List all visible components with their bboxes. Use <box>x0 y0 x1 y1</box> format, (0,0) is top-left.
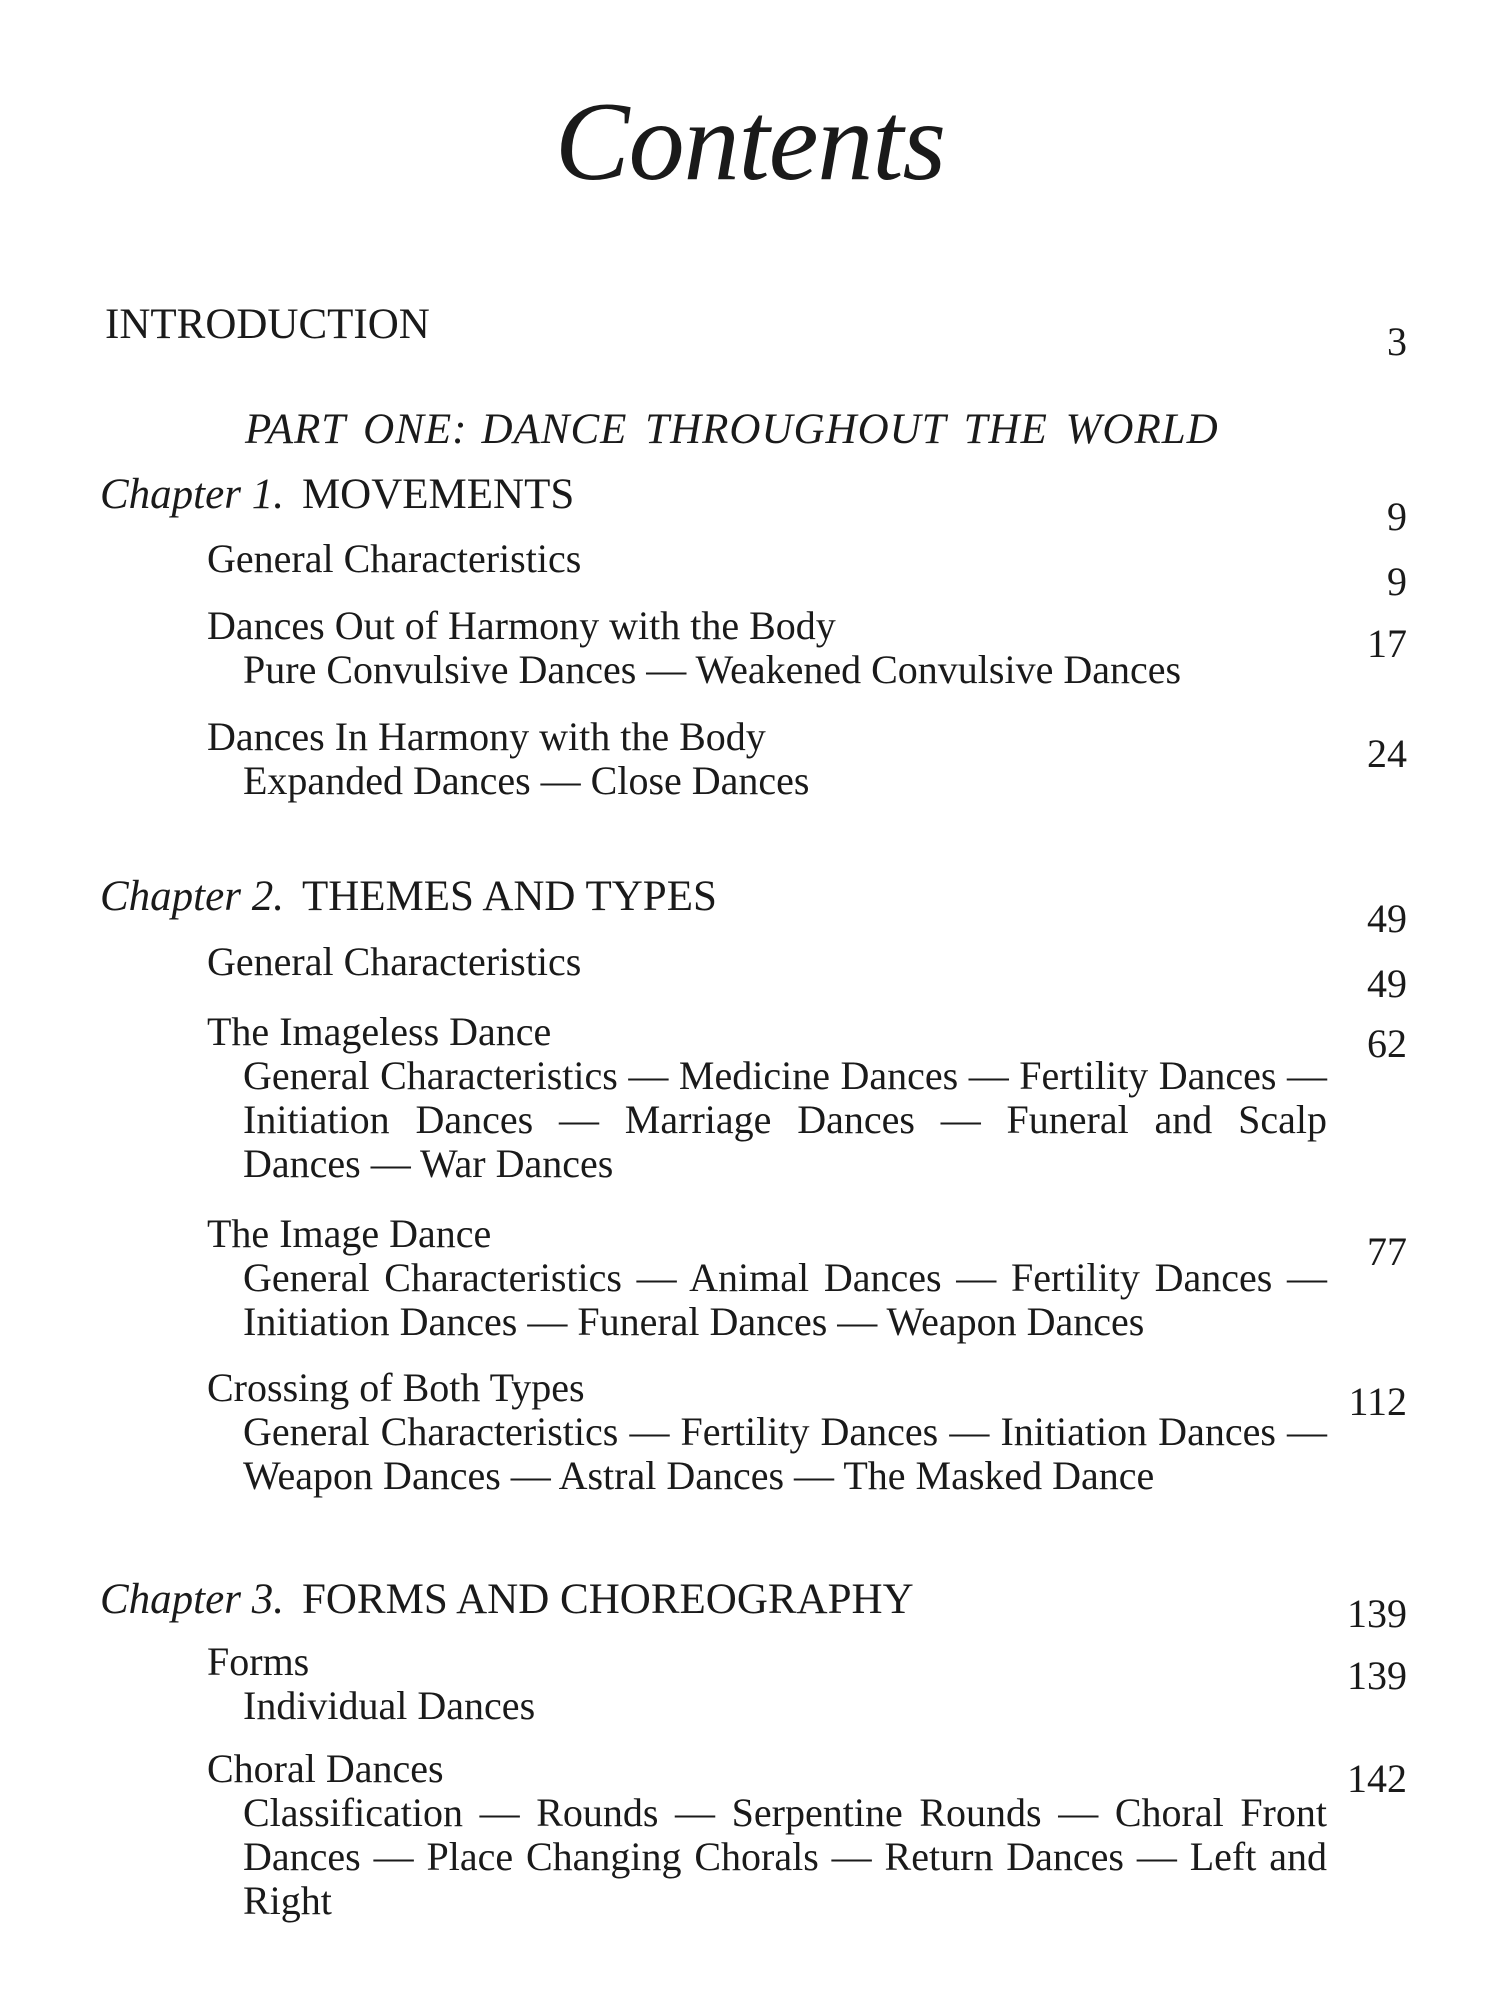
entry-page-number: 77 <box>1367 1229 1407 1274</box>
chapter-3-page-number: 139 <box>1347 1591 1407 1636</box>
entry-page-number: 62 <box>1367 1021 1407 1066</box>
chapter-2-page-number: 49 <box>1367 896 1407 941</box>
part-one-title: DANCE THROUGHOUT THE WORLD <box>481 406 1219 453</box>
introduction-label[interactable]: INTRODUCTION <box>105 301 430 348</box>
entry-detail: General Characteristics — Medicine Dances — Fertility Dances — Initiation Dances — Marriage Dances — Funeral and Scalp Dances — War Dances <box>243 1053 1327 1186</box>
entry-page-number: 49 <box>1367 961 1407 1006</box>
entry-title: General Characteristics <box>207 939 582 984</box>
entry-detail: Pure Convulsive Dances — Weakened Convulsive Dances <box>243 647 1182 692</box>
entry-detail: General Characteristics — Animal Dances — Fertility Dances — Initiation Dances — Funeral Dances — Weapon Dances <box>243 1255 1327 1344</box>
toc-entry-dances-in-harmony[interactable] <box>207 715 1327 803</box>
chapter-prefix: Chapter <box>100 1576 241 1623</box>
chapter-1-heading[interactable] <box>100 470 574 519</box>
part-one-heading <box>245 405 1219 454</box>
entry-detail: General Characteristics — Fertility Dances — Initiation Dances — Weapon Dances — Astral Dances — The Masked Dance <box>243 1409 1327 1498</box>
entry-title: General Characteristics <box>207 536 582 581</box>
entry-detail: Individual Dances <box>243 1683 536 1728</box>
chapter-number: 3. <box>251 1576 284 1623</box>
chapter-2-heading[interactable] <box>100 872 717 921</box>
chapter-3-heading[interactable] <box>100 1575 914 1624</box>
chapter-prefix: Chapter <box>100 873 241 920</box>
chapter-number: 1. <box>251 471 284 518</box>
toc-entry-general-characteristics-2[interactable] <box>207 940 1327 984</box>
entry-title: The Imageless Dance <box>207 1009 552 1054</box>
entry-title: Choral Dances <box>207 1746 444 1791</box>
entry-page-number: 139 <box>1347 1653 1407 1698</box>
entry-page-number: 17 <box>1367 621 1407 666</box>
toc-entry-forms[interactable] <box>207 1640 1327 1728</box>
chapter-title: FORMS AND CHOREOGRAPHY <box>301 1576 914 1623</box>
toc-entry-choral-dances[interactable] <box>207 1747 1327 1923</box>
chapter-title: MOVEMENTS <box>301 471 575 518</box>
page-title: Contents <box>554 80 946 204</box>
toc-entry-image-dance[interactable] <box>207 1212 1327 1344</box>
entry-page-number: 9 <box>1387 559 1407 604</box>
chapter-prefix: Chapter <box>100 471 241 518</box>
chapter-1-page-number: 9 <box>1387 494 1407 539</box>
entry-page-number: 24 <box>1367 731 1407 776</box>
entry-detail: Classification — Rounds — Serpentine Rounds — Choral Front Dances — Place Changing Chorals — Return Dances — Left and Right <box>243 1790 1327 1923</box>
introduction-page-number: 3 <box>1387 319 1407 364</box>
entry-title: Forms <box>207 1639 310 1684</box>
entry-title: Dances In Harmony with the Body <box>207 714 766 759</box>
entry-title: The Image Dance <box>207 1211 492 1256</box>
toc-entry-imageless-dance[interactable] <box>207 1010 1327 1186</box>
part-one-label: PART ONE: <box>245 406 468 453</box>
toc-entry-dances-out-of-harmony[interactable] <box>207 604 1327 692</box>
entry-page-number: 112 <box>1348 1379 1407 1424</box>
toc-entry-crossing-of-both-types[interactable] <box>207 1366 1327 1498</box>
entry-title: Dances Out of Harmony with the Body <box>207 603 836 648</box>
toc-entry-general-characteristics-1[interactable] <box>207 537 1327 581</box>
entry-title: Crossing of Both Types <box>207 1365 585 1410</box>
entry-detail: Expanded Dances — Close Dances <box>243 758 810 803</box>
entry-page-number: 142 <box>1347 1756 1407 1801</box>
chapter-title: THEMES AND TYPES <box>301 873 717 920</box>
chapter-number: 2. <box>251 873 284 920</box>
